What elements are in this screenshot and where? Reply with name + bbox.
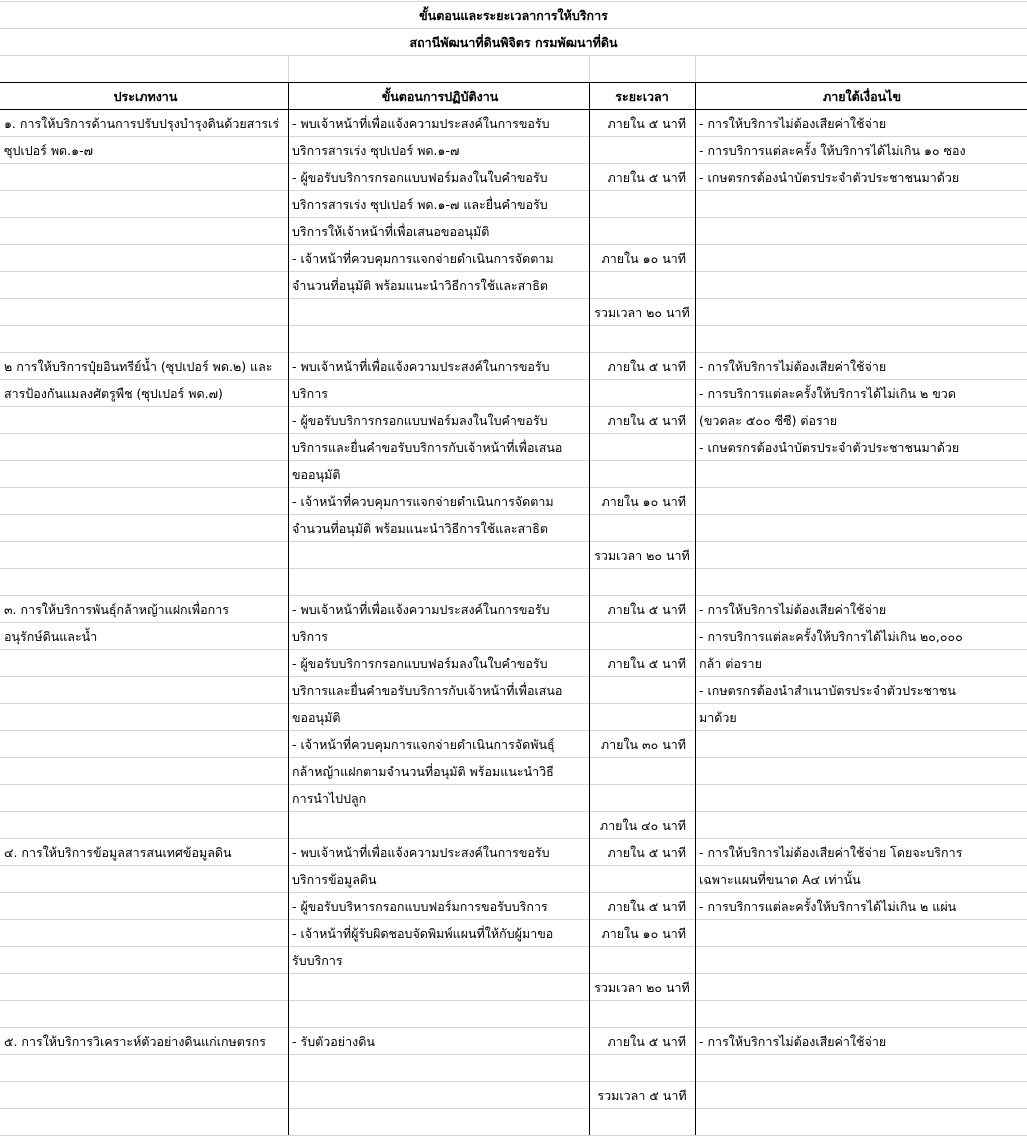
- cell-condition: [699, 1109, 1025, 1136]
- row-divider: [0, 649, 1027, 650]
- cell-service-type: [4, 866, 287, 893]
- cell-condition: - การให้บริการไม่ต้องเสียค่าใช้จ่าย: [699, 359, 887, 374]
- cell-procedure-step: บริการและยื่นคำขอรับบริการกับเจ้าหน้าที่เพื่อเสนอ: [292, 440, 563, 455]
- cell-procedure-step: ขออนุมัติ: [292, 467, 341, 482]
- row-divider: [0, 109, 1027, 110]
- header-steps: ขั้นตอนการปฏิบัติงาน: [381, 89, 499, 104]
- cell-service-type: [4, 515, 287, 542]
- row-divider: [0, 892, 1027, 893]
- cell-duration: [590, 1055, 694, 1082]
- row-divider: [0, 730, 1027, 731]
- cell-condition: (ขวดละ ๕๐๐ ซีซี) ต่อราย: [699, 413, 838, 428]
- row-divider: [0, 622, 1027, 623]
- cell-condition: - เกษตรกรต้องนำสำเนาบัตรประจำตัวประชาชน: [699, 683, 956, 698]
- cell-service-type: [4, 488, 287, 515]
- cell-condition: [699, 542, 1025, 569]
- cell-condition: [699, 515, 1025, 542]
- cell-service-type: [4, 245, 287, 272]
- cell-condition: - การบริการแต่ละครั้ง ให้บริการได้ไม่เกิน ๑๐ ซอง: [699, 143, 966, 158]
- row-divider: [0, 28, 1027, 29]
- cell-duration: รวมเวลา ๒๐ นาที: [594, 305, 690, 320]
- cell-service-type: [4, 272, 287, 299]
- cell-duration: [590, 677, 694, 704]
- cell-procedure-step: [292, 542, 588, 569]
- cell-condition: - การให้บริการไม่ต้องเสียค่าใช้จ่าย: [699, 602, 887, 617]
- cell-procedure-step: [292, 1055, 588, 1082]
- cell-procedure-step: - พบเจ้าหน้าที่เพื่อแจ้งความประสงค์ในการขอรับ: [292, 116, 550, 131]
- cell-procedure-step: - พบเจ้าหน้าที่เพื่อแจ้งความประสงค์ในการขอรับ: [292, 359, 550, 374]
- cell-condition: [699, 461, 1025, 488]
- cell-duration: รวมเวลา ๒๐ นาที: [594, 980, 690, 995]
- cell-service-type: อนุรักษ์ดินและน้ำ: [4, 629, 98, 644]
- cell-duration: [590, 326, 694, 353]
- column-divider: [589, 55, 590, 82]
- cell-procedure-step: บริการ: [292, 386, 328, 401]
- cell-procedure-step: บริการข้อมูลดิน: [292, 872, 377, 887]
- row-divider: [0, 163, 1027, 164]
- cell-duration: ภายใน ๑๐ นาที: [601, 494, 686, 509]
- cell-duration: [590, 1001, 694, 1028]
- cell-duration: ภายใน ๕ นาที: [607, 602, 686, 617]
- cell-duration: [590, 1109, 694, 1136]
- cell-duration: รวมเวลา ๒๐ นาที: [594, 548, 690, 563]
- cell-duration: ภายใน ๕ นาที: [607, 899, 686, 914]
- row-divider: [0, 595, 1027, 596]
- row-divider: [0, 136, 1027, 137]
- cell-procedure-step: [292, 1109, 588, 1136]
- cell-procedure-step: [292, 812, 588, 839]
- cell-duration: รวมเวลา ๕ นาที: [597, 1088, 687, 1103]
- cell-condition: เฉพาะแผนที่ขนาด A๔ เท่านั้น: [699, 872, 861, 887]
- cell-duration: ภายใน ๑๐ นาที: [601, 926, 686, 941]
- cell-procedure-step: รับบริการ: [292, 953, 343, 968]
- cell-condition: [699, 1055, 1025, 1082]
- cell-procedure-step: - ผู้ขอรับบริการกรอกแบบฟอร์มลงในใบคำขอรับ: [292, 413, 548, 428]
- cell-service-type: [4, 191, 287, 218]
- row-divider: [0, 487, 1027, 488]
- cell-condition: [699, 191, 1025, 218]
- cell-condition: - การบริการแต่ละครั้งให้บริการได้ไม่เกิน ๒ แผ่น: [699, 899, 957, 914]
- cell-procedure-step: จำนวนที่อนุมัติ พร้อมแนะนำวิธีการใช้และสาธิต: [292, 278, 549, 293]
- cell-procedure-step: - เจ้าหน้าที่ควบคุมการแจกจ่ายดำเนินการจัดพันธุ์: [292, 737, 555, 752]
- cell-duration: ภายใน ๕ นาที: [607, 413, 686, 428]
- row-divider: [0, 352, 1027, 353]
- row-divider: [0, 406, 1027, 407]
- row-divider: [0, 460, 1027, 461]
- cell-service-type: [4, 704, 287, 731]
- cell-procedure-step: - ผู้ขอรับบริการกรอกแบบฟอร์มลงในใบคำขอรับ: [292, 656, 548, 671]
- cell-procedure-step: [292, 1001, 588, 1028]
- cell-service-type: [4, 1055, 287, 1082]
- cell-condition: [699, 1082, 1025, 1109]
- cell-procedure-step: - เจ้าหน้าที่ควบคุมการแจกจ่ายดำเนินการจัดตาม: [292, 494, 554, 509]
- cell-condition: - การให้บริการไม่ต้องเสียค่าใช้จ่าย: [699, 116, 887, 131]
- cell-procedure-step: [292, 569, 588, 596]
- row-divider: [0, 838, 1027, 839]
- cell-service-type: [4, 164, 287, 191]
- row-divider: [0, 55, 1027, 56]
- cell-procedure-step: [292, 974, 588, 1001]
- cell-procedure-step: บริการสารเร่ง ซุปเปอร์ พด.๑-๗ และยื่นคำขอรับ: [292, 197, 548, 212]
- cell-condition: [699, 758, 1025, 785]
- cell-duration: [590, 947, 694, 974]
- cell-condition: [699, 218, 1025, 245]
- row-divider: [0, 541, 1027, 542]
- cell-service-type: [4, 758, 287, 785]
- row-divider: [0, 919, 1027, 920]
- cell-condition: [699, 1001, 1025, 1028]
- cell-duration: [590, 137, 694, 164]
- row-divider: [0, 1000, 1027, 1001]
- cell-condition: - เกษตรกรต้องนำบัตรประจำตัวประชาชนมาด้วย: [699, 440, 960, 455]
- cell-duration: [590, 569, 694, 596]
- cell-procedure-step: บริการและยื่นคำขอรับบริการกับเจ้าหน้าที่เพื่อเสนอ: [292, 683, 563, 698]
- cell-procedure-step: - ผู้ขอรับบริหารกรอกแบบฟอร์มการขอรับบริการ: [292, 899, 548, 914]
- cell-duration: [590, 758, 694, 785]
- cell-service-type: [4, 1001, 287, 1028]
- cell-service-type: [4, 650, 287, 677]
- row-divider: [0, 217, 1027, 218]
- cell-condition: [699, 974, 1025, 1001]
- cell-duration: [590, 515, 694, 542]
- cell-duration: [590, 272, 694, 299]
- cell-condition: [699, 731, 1025, 758]
- cell-duration: [590, 623, 694, 650]
- row-divider: [0, 190, 1027, 191]
- cell-service-type: ๔. การให้บริการข้อมูลสารสนเทศข้อมูลดิน: [4, 845, 232, 860]
- row-divider: [0, 433, 1027, 434]
- cell-service-type: [4, 542, 287, 569]
- row-divider: [0, 946, 1027, 947]
- cell-service-type: [4, 407, 287, 434]
- cell-duration: ภายใน ๔๐ นาที: [599, 818, 686, 833]
- row-divider: [0, 568, 1027, 569]
- column-divider: [695, 82, 696, 1135]
- column-divider: [695, 55, 696, 82]
- cell-procedure-step: จำนวนที่อนุมัติ พร้อมแนะนำวิธีการใช้และสาธิต: [292, 521, 549, 536]
- cell-duration: ภายใน ๓๐ นาที: [600, 737, 686, 752]
- cell-duration: ภายใน ๕ นาที: [607, 359, 686, 374]
- cell-condition: [699, 947, 1025, 974]
- cell-service-type: [4, 326, 287, 353]
- cell-service-type: [4, 785, 287, 812]
- page-subtitle: สถานีพัฒนาที่ดินพิจิตร กรมพัฒนาที่ดิน: [409, 35, 618, 50]
- cell-condition: [699, 569, 1025, 596]
- cell-procedure-step: [292, 299, 588, 326]
- row-divider: [0, 1054, 1027, 1055]
- cell-duration: ภายใน ๕ นาที: [607, 1034, 686, 1049]
- cell-procedure-step: - ผู้ขอรับบริการกรอกแบบฟอร์มลงในใบคำขอรับ: [292, 170, 548, 185]
- row-divider: [0, 811, 1027, 812]
- row-divider: [0, 865, 1027, 866]
- row-divider: [0, 379, 1027, 380]
- cell-service-type: [4, 677, 287, 704]
- cell-service-type: [4, 947, 287, 974]
- row-divider: [0, 676, 1027, 677]
- cell-condition: [699, 785, 1025, 812]
- cell-condition: [699, 245, 1025, 272]
- row-divider: [0, 298, 1027, 299]
- cell-procedure-step: - พบเจ้าหน้าที่เพื่อแจ้งความประสงค์ในการขอรับ: [292, 845, 550, 860]
- cell-duration: [590, 191, 694, 218]
- cell-condition: [699, 299, 1025, 326]
- cell-duration: ภายใน ๕ นาที: [607, 116, 686, 131]
- row-divider: [0, 325, 1027, 326]
- cell-condition: กล้า ต่อราย: [699, 656, 762, 671]
- cell-condition: [699, 812, 1025, 839]
- cell-condition: [699, 272, 1025, 299]
- cell-duration: ภายใน ๑๐ นาที: [601, 251, 686, 266]
- cell-duration: ภายใน ๕ นาที: [607, 170, 686, 185]
- row-divider: [0, 973, 1027, 974]
- header-time: ระยะเวลา: [615, 89, 669, 104]
- cell-service-type: ๕. การให้บริการวิเคราะห์ตัวอย่างดินแก่เกษตรกร: [4, 1034, 266, 1049]
- cell-service-type: [4, 218, 287, 245]
- cell-service-type: [4, 1082, 287, 1109]
- row-divider: [0, 1, 1027, 2]
- cell-procedure-step: - เจ้าหน้าที่ควบคุมการแจกจ่ายดำเนินการจัดตาม: [292, 251, 554, 266]
- row-divider: [0, 1081, 1027, 1082]
- cell-procedure-step: บริการให้เจ้าหน้าที่เพื่อเสนอขออนุมัติ: [292, 224, 490, 239]
- cell-condition: มาด้วย: [699, 710, 737, 725]
- cell-duration: [590, 785, 694, 812]
- cell-procedure-step: [292, 1082, 588, 1109]
- cell-procedure-step: [292, 326, 588, 353]
- cell-service-type: สารป้องกันแมลงศัตรูพืช (ซุปเปอร์ พด.๗): [4, 386, 223, 401]
- cell-condition: - การบริการแต่ละครั้งให้บริการได้ไม่เกิน ๒๐,๐๐๐: [699, 629, 963, 644]
- cell-condition: - การบริการแต่ละครั้งให้บริการได้ไม่เกิน ๒ ขวด: [699, 386, 956, 401]
- cell-duration: [590, 461, 694, 488]
- cell-duration: [590, 380, 694, 407]
- row-divider: [0, 244, 1027, 245]
- row-divider: [0, 784, 1027, 785]
- cell-procedure-step: บริการสารเร่ง ซุปเปอร์ พด.๑-๗: [292, 143, 460, 158]
- row-divider: [0, 82, 1027, 83]
- cell-procedure-step: ขออนุมัติ: [292, 710, 341, 725]
- cell-service-type: [4, 1109, 287, 1136]
- cell-service-type: ๓. การให้บริการพันธุ์กล้าหญ้าแฝกเพื่อการ: [4, 602, 229, 617]
- row-divider: [0, 514, 1027, 515]
- cell-service-type: [4, 920, 287, 947]
- cell-procedure-step: - เจ้าหน้าที่ผู้รับผิดชอบจัดพิมพ์แผนที่ให้กับผู้มาขอ: [292, 926, 554, 941]
- column-divider: [589, 82, 590, 1135]
- cell-condition: - เกษตรกรต้องนำบัตรประจำตัวประชาชนมาด้วย: [699, 170, 960, 185]
- cell-service-type: [4, 434, 287, 461]
- cell-service-type: [4, 569, 287, 596]
- cell-procedure-step: การนำไปปลูก: [292, 791, 367, 806]
- cell-service-type: ซุปเปอร์ พด.๑-๗: [4, 143, 93, 158]
- row-divider: [0, 703, 1027, 704]
- column-divider: [288, 82, 289, 1135]
- cell-condition: - การให้บริการไม่ต้องเสียค่าใช้จ่าย โดยจะบริการ: [699, 845, 963, 860]
- cell-service-type: ๑. การให้บริการด้านการปรับปรุงบำรุงดินด้วยสารเร่: [4, 116, 280, 131]
- cell-condition: [699, 920, 1025, 947]
- cell-service-type: [4, 974, 287, 1001]
- cell-duration: [590, 434, 694, 461]
- row-divider: [0, 1027, 1027, 1028]
- cell-service-type: [4, 299, 287, 326]
- cell-condition: [699, 326, 1025, 353]
- cell-service-type: [4, 812, 287, 839]
- cell-duration: ภายใน ๕ นาที: [607, 845, 686, 860]
- cell-procedure-step: - รับตัวอย่างดิน: [292, 1034, 375, 1049]
- header-type: ประเภทงาน: [113, 89, 178, 104]
- cell-duration: [590, 704, 694, 731]
- cell-procedure-step: - พบเจ้าหน้าที่เพื่อแจ้งความประสงค์ในการขอรับ: [292, 602, 550, 617]
- row-divider: [0, 271, 1027, 272]
- cell-condition: [699, 488, 1025, 515]
- row-divider: [0, 1108, 1027, 1109]
- header-conditions: ภายใต้เงื่อนไข: [822, 89, 902, 104]
- column-divider: [288, 55, 289, 82]
- cell-procedure-step: บริการ: [292, 629, 328, 644]
- cell-procedure-step: กล้าหญ้าแฝกตามจำนวนที่อนุมัติ พร้อมแนะนำวิธี: [292, 764, 554, 779]
- cell-duration: [590, 218, 694, 245]
- cell-service-type: [4, 893, 287, 920]
- cell-duration: [590, 866, 694, 893]
- cell-duration: ภายใน ๕ นาที: [607, 656, 686, 671]
- page-title: ขั้นตอนและระยะเวลาการให้บริการ: [419, 8, 608, 23]
- cell-service-type: [4, 731, 287, 758]
- row-divider: [0, 757, 1027, 758]
- cell-service-type: [4, 461, 287, 488]
- cell-condition: - การให้บริการไม่ต้องเสียค่าใช้จ่าย: [699, 1034, 887, 1049]
- cell-service-type: ๒ การให้บริการปุ๋ยอินทรีย์น้ำ (ซุปเปอร์ พด.๒) และ: [4, 359, 273, 374]
